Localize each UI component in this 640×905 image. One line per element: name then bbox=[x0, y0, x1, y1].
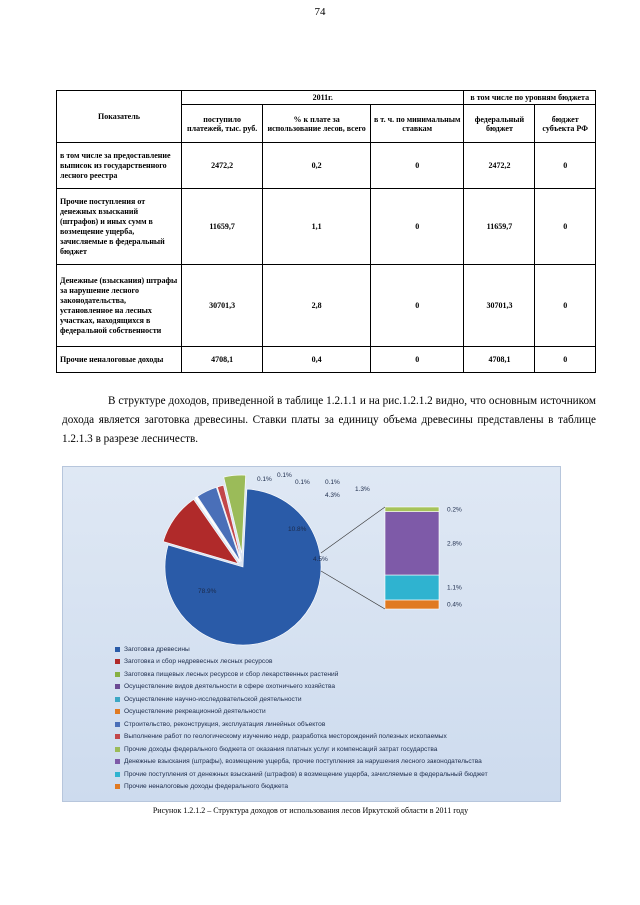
legend-swatch bbox=[115, 647, 120, 652]
legend-swatch bbox=[115, 772, 120, 777]
pie-label: 0.1% bbox=[295, 479, 310, 486]
cell: 0 bbox=[535, 143, 596, 189]
legend-item bbox=[115, 731, 555, 744]
legend-swatch bbox=[115, 709, 120, 714]
row-label: Денежные (взыскания) штрафы за нарушение лесного законодательства, установленное на лесных участках, находящихся в федеральной собственности bbox=[57, 265, 182, 347]
legend-swatch bbox=[115, 672, 120, 677]
cell: 2472,2 bbox=[182, 143, 263, 189]
legend-item bbox=[115, 668, 555, 681]
legend-item bbox=[115, 693, 555, 706]
row-label: Прочие поступления от денежных взысканий (штрафов) и иных сумм в возмещение ущерба, зачисляемые в федеральный бюджет bbox=[57, 189, 182, 265]
legend-item bbox=[115, 681, 555, 694]
cell: 11659,7 bbox=[182, 189, 263, 265]
figure-caption: Рисунок 1.2.1.2 – Структура доходов от использования лесов Иркутской области в 2011 году bbox=[152, 806, 469, 815]
legend-label: Осуществление видов деятельности в сфере охотничьего хозяйства bbox=[124, 683, 336, 691]
header-indicator: Показатель bbox=[57, 91, 182, 143]
pie-label: 10.8% bbox=[288, 526, 307, 533]
cell: 11659,7 bbox=[464, 189, 535, 265]
legend-label: Осуществление научно-исследовательской деятельности bbox=[124, 695, 302, 703]
table-row bbox=[57, 265, 596, 347]
legend-label: Осуществление рекреационной деятельности bbox=[124, 708, 266, 716]
legend-item bbox=[115, 643, 555, 656]
header-by-level: в том числе по уровням бюджета bbox=[464, 91, 596, 105]
chart-legend bbox=[115, 643, 555, 793]
cell: 0 bbox=[535, 189, 596, 265]
legend-item bbox=[115, 768, 555, 781]
bar-segment bbox=[385, 575, 439, 600]
pie-label: 0.1% bbox=[257, 476, 272, 483]
connector-line bbox=[321, 571, 385, 609]
legend-item bbox=[115, 743, 555, 756]
bar-label: 1.1% bbox=[447, 584, 462, 592]
bar-segment bbox=[385, 507, 439, 512]
cell: 0 bbox=[535, 347, 596, 373]
cell: 0 bbox=[535, 265, 596, 347]
pie-label: 0.1% bbox=[325, 479, 340, 486]
legend-swatch bbox=[115, 659, 120, 664]
subheader-min-rates: в т. ч. по минимальным ставкам bbox=[370, 105, 464, 143]
revenue-structure-chart bbox=[62, 466, 561, 802]
table-row bbox=[57, 143, 596, 189]
legend-label: Прочие неналоговые доходы федерального бюджета bbox=[124, 783, 289, 791]
table-row bbox=[57, 347, 596, 373]
bar-segment bbox=[385, 600, 439, 609]
legend-item bbox=[115, 656, 555, 669]
legend-label: Денежные взыскания (штрафы), возмещение ущерба, прочие поступления за нарушения лесного законодательства bbox=[124, 758, 482, 766]
subheader-regional: бюджет субъекта РФ bbox=[535, 105, 596, 143]
legend-label: Заготовка и сбор недревесных лесных ресурсов bbox=[124, 658, 273, 666]
cell: 0 bbox=[370, 189, 464, 265]
cell: 30701,3 bbox=[464, 265, 535, 347]
legend-swatch bbox=[115, 784, 120, 789]
legend-item bbox=[115, 781, 555, 794]
cell: 2472,2 bbox=[464, 143, 535, 189]
pie-label: 1.3% bbox=[355, 486, 370, 493]
connector-line bbox=[321, 507, 385, 553]
legend-label: Заготовка древесины bbox=[124, 645, 190, 653]
cell: 1,1 bbox=[263, 189, 371, 265]
subheader-received: поступило платежей, тыс. руб. bbox=[182, 105, 263, 143]
cell: 0 bbox=[370, 347, 464, 373]
legend-label: Прочие доходы федерального бюджета от оказания платных услуг и компенсаций затрат государства bbox=[124, 745, 438, 753]
header-year: 2011г. bbox=[182, 91, 464, 105]
cell: 30701,3 bbox=[182, 265, 263, 347]
legend-swatch bbox=[115, 759, 120, 764]
body-paragraph bbox=[62, 392, 596, 449]
legend-label: Выполнение работ по геологическому изучению недр, разработка месторождений полезных ископаемых bbox=[124, 733, 447, 741]
legend-label: Строительство, реконструкция, эксплуатация линейных объектов bbox=[124, 720, 326, 728]
legend-item bbox=[115, 756, 555, 769]
row-label: в том числе за предоставление выписок из государственного лесного реестра bbox=[57, 143, 182, 189]
cell: 0 bbox=[370, 143, 464, 189]
subheader-percent: % к плате за использование лесов, всего bbox=[263, 105, 371, 143]
legend-swatch bbox=[115, 734, 120, 739]
cell: 2,8 bbox=[263, 265, 371, 347]
legend-item bbox=[115, 718, 555, 731]
pie-label: 4.3% bbox=[325, 492, 340, 499]
legend-swatch bbox=[115, 697, 120, 702]
table-row bbox=[57, 189, 596, 265]
row-label: Прочие неналоговые доходы bbox=[57, 347, 182, 373]
legend-swatch bbox=[115, 722, 120, 727]
legend-label: Прочие поступления от денежных взысканий (штрафов) в возмещение ущерба, зачисляемые в федеральный бюджет bbox=[124, 770, 488, 778]
bar-label: 2.8% bbox=[447, 540, 462, 548]
legend-swatch bbox=[115, 747, 120, 752]
pie-label: 78.9% bbox=[198, 588, 217, 595]
bar-label: 0.4% bbox=[447, 601, 462, 609]
bar-segment bbox=[385, 512, 439, 575]
pie-label: 0.1% bbox=[277, 472, 292, 479]
legend-item bbox=[115, 706, 555, 719]
page-number: 74 bbox=[314, 6, 326, 18]
bar-label: 0.2% bbox=[447, 506, 462, 514]
cell: 0,4 bbox=[263, 347, 371, 373]
paragraph-text: В структуре доходов, приведенной в таблице 1.2.1.1 и на рис.1.2.1.2 видно, что основным источником дохода является заготовка древесины. Ставки платы за единицу объема древесины представлены в таблице 1.2.1.3 в разрезе лесничеств. bbox=[62, 395, 596, 445]
cell: 4708,1 bbox=[182, 347, 263, 373]
pie-label: 4.5% bbox=[313, 556, 328, 563]
legend-label: Заготовка пищевых лесных ресурсов и сбор лекарственных растений bbox=[124, 670, 339, 678]
subheader-federal: федеральный бюджет bbox=[464, 105, 535, 143]
legend-swatch bbox=[115, 684, 120, 689]
cell: 0,2 bbox=[263, 143, 371, 189]
cell: 0 bbox=[370, 265, 464, 347]
revenue-table bbox=[56, 90, 596, 373]
cell: 4708,1 bbox=[464, 347, 535, 373]
